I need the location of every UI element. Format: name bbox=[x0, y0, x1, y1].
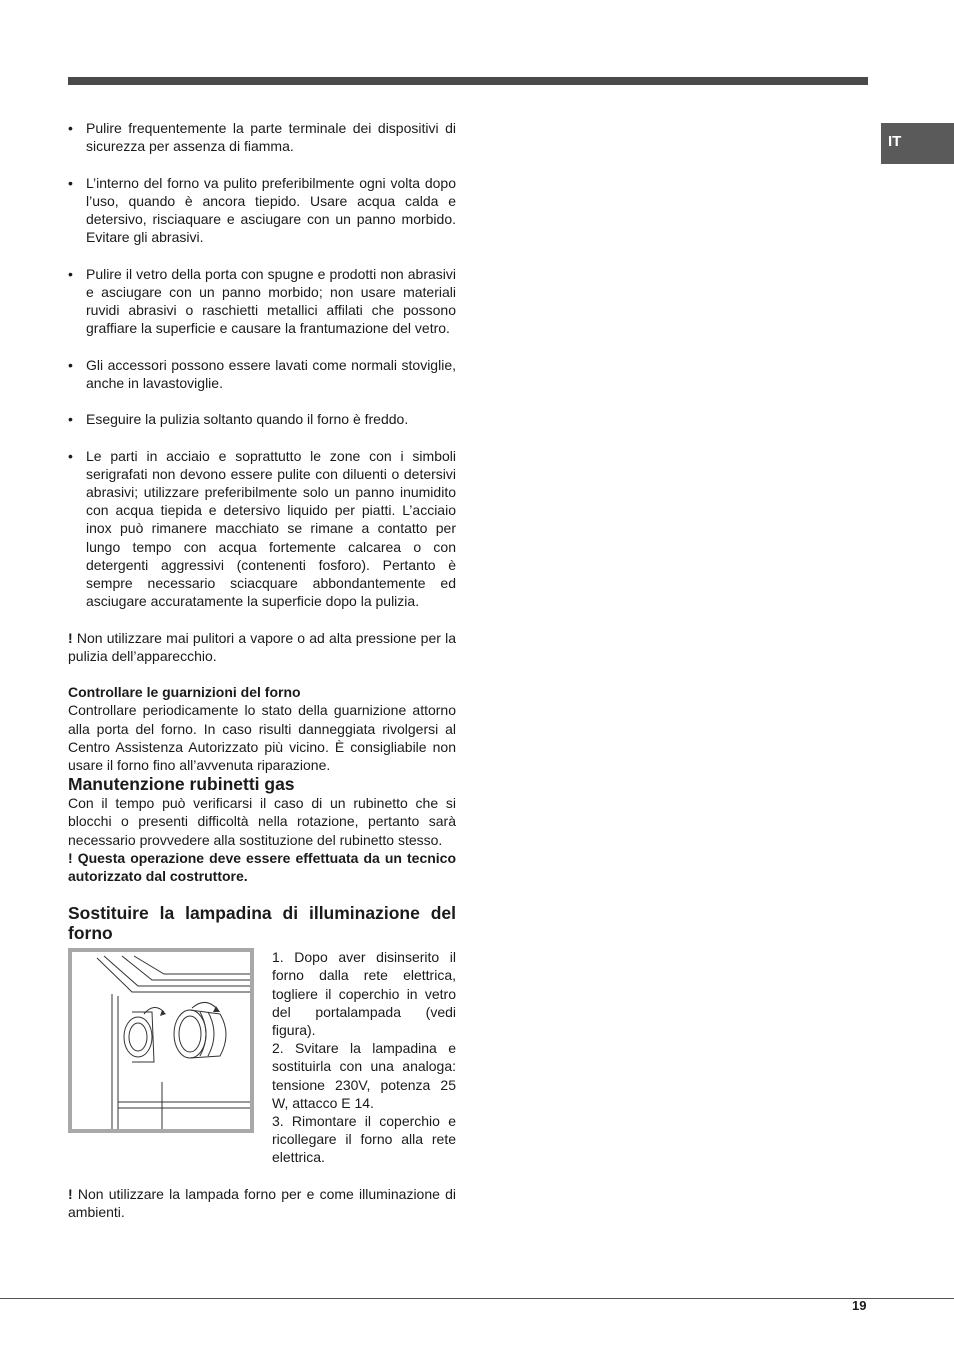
step-1: 1. Dopo aver disinserito il forno dalla rete elettrica, togliere il coperchio in vetro del portalampada (vedi figura). bbox=[272, 949, 456, 1039]
gasket-title: Controllare le guarnizioni del forno bbox=[68, 684, 301, 701]
header-rule bbox=[68, 77, 868, 85]
language-tab: IT bbox=[881, 123, 954, 164]
oven-lamp-drawing bbox=[72, 952, 250, 1129]
gas-warning: ! Questa operazione deve essere effettuata da un tecnico autorizzato dal costruttore. bbox=[68, 849, 457, 885]
gas-text: Con il tempo può verificarsi il caso di un rubinetto che si blocchi o presenti difficoltà nella rotazione, pertanto sarà necessario provvedere alla sostituzione del rubinetto stesso. bbox=[68, 795, 456, 848]
step-2: 2. Svitare la lampadina e sostituirla con una analoga: tensione 230V, potenza 25 W, attacco E 14. bbox=[272, 1040, 456, 1111]
list-item: • Le parti in acciaio e soprattutto le zone con i simboli serigrafati non devono essere pulite con diluenti o detersivi abrasivi; utilizzare preferibilmente solo un panno inumidito con acqua tiepida e detersivo liquido per piatti. L’acciaio inox può rimanere macchiato se rimane a contatto per lungo tempo con acqua fortemente calcarea o con detergenti aggressivi (contenenti fosforo). Pertanto è sempre necessario sciacquare abbondantemente ed asciugare accuratamente la superficie dopo la pulizia. bbox=[68, 447, 456, 610]
lamp-illustration bbox=[68, 948, 254, 1133]
lamp-title: Sostituire la lampadina di illuminazione del forno bbox=[68, 903, 456, 944]
lamp-warning: ! Non utilizzare la lampada forno per e come illuminazione di ambienti. bbox=[68, 1185, 456, 1220]
steam-warning: ! Non utilizzare mai pulitori a vapore o ad alta pressione per la pulizia dell’apparecchio. bbox=[68, 629, 456, 664]
gas-title: Manutenzione rubinetti gas bbox=[68, 774, 295, 795]
step-3: 3. Rimontare il coperchio e ricollegare il forno alla rete elettrica. bbox=[272, 1113, 456, 1166]
gasket-text: Controllare periodicamente lo stato della guarnizione attorno alla porta del forno. In caso risulti danneggiata rivolgersi al Centro Assistenza Autorizzato più vicino. È consigliabile non usare il forno fino all’avvenuta riparazione. bbox=[68, 702, 456, 773]
list-item: • Eseguire la pulizia soltanto quando il forno è freddo. bbox=[68, 411, 409, 428]
lamp-section bbox=[68, 948, 456, 1166]
lamp-steps bbox=[272, 948, 456, 1166]
list-item: • L’interno del forno va pulito preferibilmente ogni volta dopo l’uso, quando è ancora tiepido. Usare acqua calda e detersivo, risciaquare e asciugare con un panno morbido. Evitare gli abrasivi. bbox=[68, 174, 456, 246]
list-item: • Pulire frequentemente la parte terminale dei dispositivi di sicurezza per assenza di fiamma. bbox=[68, 120, 456, 155]
cleaning-list bbox=[68, 119, 456, 610]
footer-rule bbox=[0, 1298, 954, 1299]
list-item: • Gli accessori possono essere lavati come normali stoviglie, anche in lavastoviglie. bbox=[68, 356, 456, 391]
page-number: 19 bbox=[852, 1298, 867, 1313]
list-item: • Pulire il vetro della porta con spugne e prodotti non abrasivi e asciugare con un panno morbido; non usare materiali ruvidi abrasivi o raschietti metallici affilati che possono graffiare la superficie e causare la frantumazione del vetro. bbox=[68, 265, 456, 337]
main-column bbox=[68, 119, 456, 1221]
